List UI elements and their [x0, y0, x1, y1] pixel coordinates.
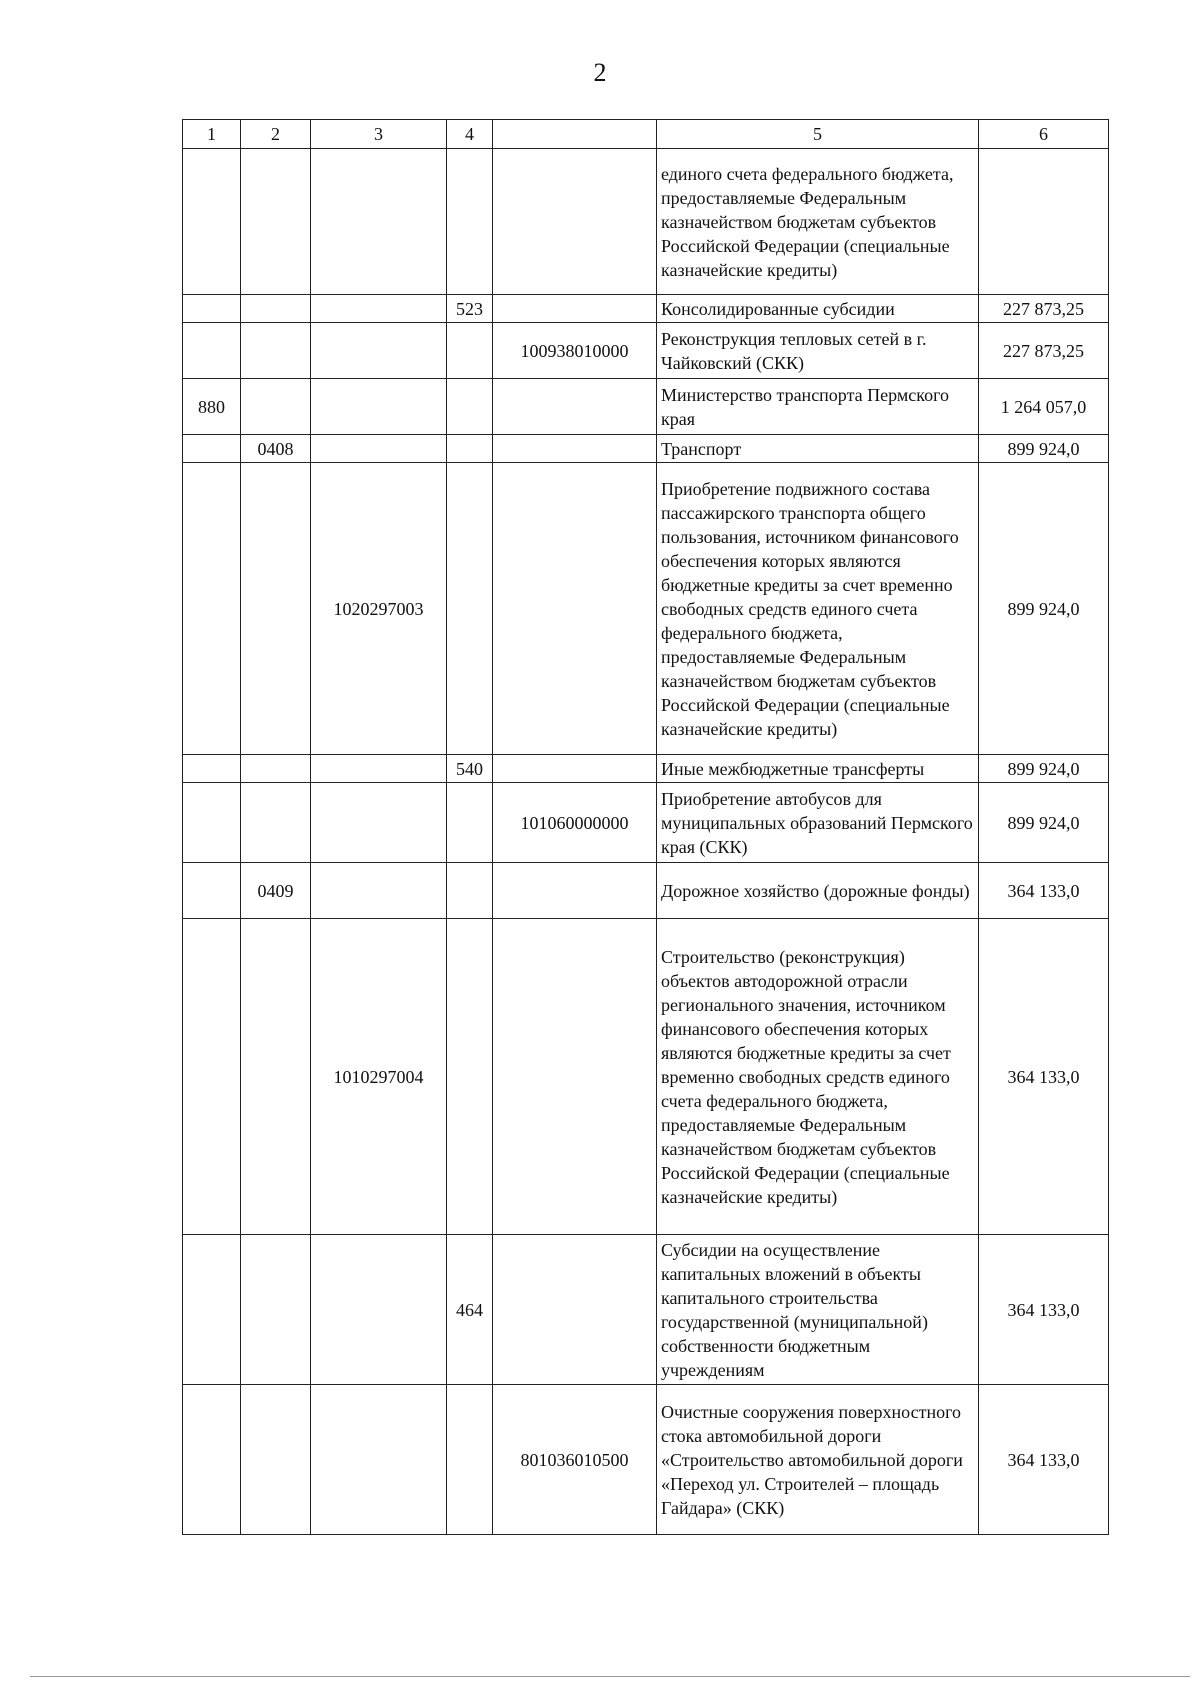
table-row — [183, 323, 1109, 379]
cell-col1 — [183, 1385, 241, 1535]
cell-code — [493, 863, 657, 919]
cell-description: Транспорт — [657, 435, 979, 463]
cell-col1 — [183, 863, 241, 919]
header-cell — [493, 120, 657, 149]
cell-description: Консолидированные субсидии — [657, 295, 979, 323]
cell-amount: 899 924,0 — [979, 755, 1109, 783]
cell-col2: 0409 — [241, 863, 311, 919]
cell-col4 — [447, 863, 493, 919]
cell-code — [493, 1235, 657, 1385]
header-cell: 5 — [657, 120, 979, 149]
cell-col4 — [447, 463, 493, 755]
cell-code: 100938010000 — [493, 323, 657, 379]
cell-col3 — [311, 435, 447, 463]
page-number: 2 — [593, 58, 607, 87]
table-row — [183, 783, 1109, 863]
cell-col4: 540 — [447, 755, 493, 783]
cell-col2 — [241, 323, 311, 379]
cell-code — [493, 919, 657, 1235]
cell-col4 — [447, 1385, 493, 1535]
cell-col3 — [311, 755, 447, 783]
table-row — [183, 919, 1109, 1235]
cell-col2 — [241, 463, 311, 755]
cell-description: Приобретение автобусов для муниципальных образований Пермского края (СКК) — [657, 783, 979, 863]
cell-col3 — [311, 863, 447, 919]
header-cell: 3 — [311, 120, 447, 149]
cell-amount: 227 873,25 — [979, 295, 1109, 323]
cell-amount: 1 264 057,0 — [979, 379, 1109, 435]
cell-col3 — [311, 783, 447, 863]
cell-amount — [979, 149, 1109, 295]
cell-description: Дорожное хозяйство (дорожные фонды) — [657, 863, 979, 919]
table-row — [183, 295, 1109, 323]
cell-col2 — [241, 783, 311, 863]
cell-col1: 880 — [183, 379, 241, 435]
cell-col1 — [183, 149, 241, 295]
cell-col3: 1020297003 — [311, 463, 447, 755]
table-header-row — [183, 120, 1109, 149]
table-row — [183, 463, 1109, 755]
budget-table — [182, 119, 1109, 1535]
cell-amount: 364 133,0 — [979, 1385, 1109, 1535]
cell-amount: 899 924,0 — [979, 783, 1109, 863]
cell-col2 — [241, 755, 311, 783]
cell-col4 — [447, 435, 493, 463]
cell-col3 — [311, 1235, 447, 1385]
cell-description: Строительство (реконструкция) объектов автодорожной отрасли регионального значения, источником финансового обеспечения которых являются бюджетные кредиты за счет временно свободных средств единого счета федерального бюджета, предоставляемые Федеральным казначейством бюджетам субъектов Российской Федерации (специальные казначейские кредиты) — [657, 919, 979, 1235]
cell-col3: 1010297004 — [311, 919, 447, 1235]
header-cell: 6 — [979, 120, 1109, 149]
cell-col2 — [241, 919, 311, 1235]
cell-amount: 364 133,0 — [979, 1235, 1109, 1385]
table-row — [183, 1385, 1109, 1535]
cell-col1 — [183, 323, 241, 379]
cell-col1 — [183, 755, 241, 783]
cell-col4 — [447, 783, 493, 863]
cell-code — [493, 295, 657, 323]
cell-col3 — [311, 1385, 447, 1535]
header-cell: 4 — [447, 120, 493, 149]
cell-col3 — [311, 323, 447, 379]
header-cell: 1 — [183, 120, 241, 149]
cell-col1 — [183, 919, 241, 1235]
cell-col2 — [241, 295, 311, 323]
table-row — [183, 149, 1109, 295]
table-row — [183, 755, 1109, 783]
cell-code — [493, 379, 657, 435]
cell-description: Реконструкция тепловых сетей в г. Чайковский (СКК) — [657, 323, 979, 379]
cell-col4 — [447, 323, 493, 379]
cell-col1 — [183, 1235, 241, 1385]
cell-col2 — [241, 379, 311, 435]
cell-col4 — [447, 919, 493, 1235]
cell-col1 — [183, 463, 241, 755]
cell-code: 101060000000 — [493, 783, 657, 863]
cell-col4: 523 — [447, 295, 493, 323]
header-cell: 2 — [241, 120, 311, 149]
cell-description: Приобретение подвижного состава пассажирского транспорта общего пользования, источником финансового обеспечения которых являются бюджетные кредиты за счет временно свободных средств единого счета федерального бюджета, предоставляемые Федеральным казначейством бюджетам субъектов Российской Федерации (специальные казначейские кредиты) — [657, 463, 979, 755]
cell-col1 — [183, 295, 241, 323]
cell-description: единого счета федерального бюджета, предоставляемые Федеральным казначейством бюджетам субъектов Российской Федерации (специальные казначейские кредиты) — [657, 149, 979, 295]
cell-amount: 364 133,0 — [979, 863, 1109, 919]
cell-description: Министерство транспорта Пермского края — [657, 379, 979, 435]
cell-description: Иные межбюджетные трансферты — [657, 755, 979, 783]
cell-code — [493, 755, 657, 783]
cell-col2: 0408 — [241, 435, 311, 463]
cell-amount: 227 873,25 — [979, 323, 1109, 379]
table-row — [183, 1235, 1109, 1385]
cell-col3 — [311, 295, 447, 323]
cell-code — [493, 463, 657, 755]
cell-description: Субсидии на осуществление капитальных вложений в объекты капитального строительства государственной (муниципальной) собственности бюджетным учреждениям — [657, 1235, 979, 1385]
table-row — [183, 379, 1109, 435]
table-row — [183, 863, 1109, 919]
cell-col2 — [241, 149, 311, 295]
cell-col1 — [183, 783, 241, 863]
cell-code — [493, 149, 657, 295]
cell-description: Очистные сооружения поверхностного стока автомобильной дороги «Строительство автомобильной дороги «Переход ул. Строителей – площадь Гайдара» (СКК) — [657, 1385, 979, 1535]
cell-col3 — [311, 379, 447, 435]
scan-edge-line — [30, 1676, 1190, 1677]
cell-col1 — [183, 435, 241, 463]
cell-amount: 364 133,0 — [979, 919, 1109, 1235]
cell-col3 — [311, 149, 447, 295]
cell-amount: 899 924,0 — [979, 435, 1109, 463]
cell-col4 — [447, 149, 493, 295]
cell-code — [493, 435, 657, 463]
cell-code: 801036010500 — [493, 1385, 657, 1535]
cell-col2 — [241, 1385, 311, 1535]
table-row — [183, 435, 1109, 463]
cell-col4: 464 — [447, 1235, 493, 1385]
cell-col4 — [447, 379, 493, 435]
cell-col2 — [241, 1235, 311, 1385]
cell-amount: 899 924,0 — [979, 463, 1109, 755]
